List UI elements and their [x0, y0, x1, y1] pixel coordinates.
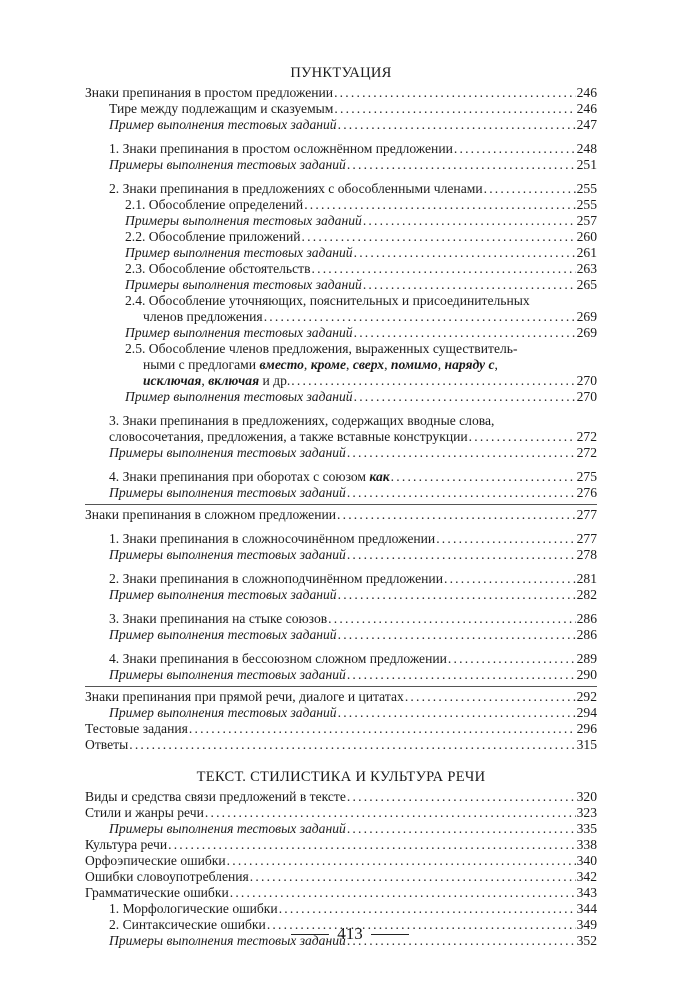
page-number: 270: [576, 389, 597, 404]
leader-dots: [347, 789, 576, 805]
toc-entry: Стили и жанры речи . . . 323: [85, 805, 597, 821]
leader-dots: [291, 373, 575, 389]
page-number: 278: [576, 547, 597, 562]
leader-dots: [338, 627, 576, 643]
leader-dots: [205, 805, 576, 821]
page-number-footer: 413: [337, 924, 363, 943]
toc-entry: Пример выполнения тестовых заданий . . . 286: [85, 627, 597, 643]
toc-entry: Примеры выполнения тестовых заданий . . . 276: [85, 485, 597, 501]
leader-dots: [354, 245, 576, 261]
leader-dots: [168, 837, 576, 853]
footer-rule-left: [291, 934, 329, 935]
divider: [85, 504, 597, 505]
leader-dots: [227, 853, 576, 869]
toc-entry: Примеры выполнения тестовых заданий . . . 272: [85, 445, 597, 461]
toc-entry: Пример выполнения тестовых заданий . . . 247: [85, 117, 597, 133]
toc-entry: Примеры выполнения тестовых заданий . . . 335: [85, 821, 597, 837]
leader-dots: [264, 309, 576, 325]
page-number: 269: [576, 325, 597, 340]
page-number: 272: [576, 445, 597, 460]
leader-dots: [279, 901, 576, 917]
page-number: 286: [576, 627, 597, 642]
leader-dots: [347, 821, 576, 837]
toc-entry: 1. Знаки препинания в сложносочинённом предложении . . . 277: [85, 531, 597, 547]
page-number: 323: [576, 805, 597, 820]
toc-entry: Грамматические ошибки . . . 343: [85, 885, 597, 901]
page-number: 292: [576, 689, 597, 704]
toc-entry: Примеры выполнения тестовых заданий . . . 265: [85, 277, 597, 293]
leader-dots: [391, 469, 576, 485]
toc-entry: словосочетания, предложения, а также вставные конструкции . . . 272: [85, 429, 597, 445]
page-number: 269: [576, 309, 597, 324]
toc-entry: Ответы . . . 315: [85, 737, 597, 753]
toc-entry: Примеры выполнения тестовых заданий . . . 352: [85, 933, 597, 949]
leader-dots: [347, 485, 576, 501]
toc-entry: Орфоэпические ошибки . . . 340: [85, 853, 597, 869]
page-number: 343: [576, 885, 597, 900]
leader-dots: [347, 547, 576, 563]
page-number: 315: [576, 737, 597, 752]
page-number: 352: [576, 933, 597, 948]
toc-entry: 2.1. Обособление определений . . . 255: [85, 197, 597, 213]
page-number: 276: [576, 485, 597, 500]
page-number: 251: [576, 157, 597, 172]
toc-entry-line: ными с предлогами вместо, кроме, сверх, помимо, наряду с,: [143, 357, 498, 372]
toc-entry: 1. Морфологические ошибки . . . 344: [85, 901, 597, 917]
toc-entry: 2.3. Обособление обстоятельств . . . 263: [85, 261, 597, 277]
toc-entry: Примеры выполнения тестовых заданий . . . 290: [85, 667, 597, 683]
leader-dots: [444, 571, 576, 587]
toc-entry: членов предложения . . . 269: [85, 309, 597, 325]
page-number: 261: [576, 245, 597, 260]
page-number: 247: [576, 117, 597, 132]
toc-entry: 2. Синтаксические ошибки . . . 349: [85, 917, 597, 933]
leader-dots: [347, 157, 576, 173]
page-number: 320: [576, 789, 597, 804]
leader-dots: [302, 229, 576, 245]
leader-dots: [250, 869, 576, 885]
table-of-contents: [85, 60, 597, 949]
page-number: 282: [576, 587, 597, 602]
toc-entry: Знаки препинания в простом предложении . . . 246: [85, 85, 597, 101]
page-number: 294: [576, 705, 597, 720]
toc-entry: Пример выполнения тестовых заданий . . . 269: [85, 325, 597, 341]
toc-entry: 4. Знаки препинания при оборотах с союзом как . . . 275: [85, 469, 597, 485]
page-number: 255: [576, 197, 597, 212]
toc-entry: Тире между подлежащим и сказуемым . . . 246: [85, 101, 597, 117]
leader-dots: [304, 197, 575, 213]
divider: [85, 686, 597, 687]
page-number: 246: [576, 101, 597, 116]
footer-rule-right: [371, 934, 409, 935]
toc-entry: Знаки препинания при прямой речи, диалоге и цитатах . . . 292: [85, 689, 597, 705]
leader-dots: [347, 667, 576, 683]
toc-entry: 2. Знаки препинания в сложноподчинённом предложении . . . 281: [85, 571, 597, 587]
toc-entry: 1. Знаки препинания в простом осложнённом предложении . . . 248: [85, 141, 597, 157]
toc-entry: Примеры выполнения тестовых заданий . . . 251: [85, 157, 597, 173]
page-number: 248: [576, 141, 597, 156]
toc-entry: Тестовые задания . . . 296: [85, 721, 597, 737]
page-number: 246: [576, 85, 597, 100]
toc-entry-line: 2.4. Обособление уточняющих, пояснительных и присоединительных: [125, 293, 530, 308]
leader-dots: [338, 705, 576, 721]
page-number: 349: [576, 917, 597, 932]
leader-dots: [469, 429, 576, 445]
leader-dots: [230, 885, 576, 901]
toc-entry-line: 3. Знаки препинания в предложениях, содержащих вводные слова,: [109, 413, 495, 428]
leader-dots: [189, 721, 576, 737]
leader-dots: [354, 325, 576, 341]
page-number: 265: [576, 277, 597, 292]
toc-entry: Примеры выполнения тестовых заданий . . . 278: [85, 547, 597, 563]
leader-dots: [312, 261, 576, 277]
toc-entry: Культура речи . . . 338: [85, 837, 597, 853]
toc-entry: Ошибки словоупотребления . . . 342: [85, 869, 597, 885]
toc-entry: 2. Знаки препинания в предложениях с обособленными членами . . . 255: [85, 181, 597, 197]
page-number: 344: [576, 901, 597, 916]
page-number: 277: [576, 531, 597, 546]
page-number: 281: [576, 571, 597, 586]
leader-dots: [334, 85, 576, 101]
toc-entry: Пример выполнения тестовых заданий . . . 294: [85, 705, 597, 721]
page-number: 296: [576, 721, 597, 736]
toc-entry: исключая, включая и др. . . . 270: [85, 373, 597, 389]
toc-entry: Знаки препинания в сложном предложении . . . 277: [85, 507, 597, 523]
page-number: 260: [576, 229, 597, 244]
leader-dots: [363, 213, 576, 229]
toc-entry: Пример выполнения тестовых заданий . . . 282: [85, 587, 597, 603]
leader-dots: [129, 737, 575, 753]
toc-entry: 4. Знаки препинания в бессоюзном сложном предложении . . . 289: [85, 651, 597, 667]
page-number: 263: [576, 261, 597, 276]
toc-entry: Пример выполнения тестовых заданий . . . 270: [85, 389, 597, 405]
page-number: 255: [576, 181, 597, 196]
toc-entry: 3. Знаки препинания на стыке союзов . . . 286: [85, 611, 597, 627]
toc-entry: Пример выполнения тестовых заданий . . . 261: [85, 245, 597, 261]
leader-dots: [334, 101, 575, 117]
page-number: 277: [576, 507, 597, 522]
leader-dots: [328, 611, 575, 627]
page-number: 289: [576, 651, 597, 666]
leader-dots: [338, 587, 576, 603]
leader-dots: [338, 117, 576, 133]
toc-entry: 2.2. Обособление приложений . . . 260: [85, 229, 597, 245]
leader-dots: [363, 277, 576, 293]
leader-dots: [484, 181, 576, 197]
page-number: 335: [576, 821, 597, 836]
leader-dots: [337, 507, 576, 523]
toc-entry: Примеры выполнения тестовых заданий . . . 257: [85, 213, 597, 229]
section-title-text-stylistics: ТЕКСТ. СТИЛИСТИКА И КУЛЬТУРА РЕЧИ: [196, 769, 486, 785]
leader-dots: [354, 389, 576, 405]
page-number: 290: [576, 667, 597, 682]
leader-dots: [448, 651, 576, 667]
page-number: 338: [576, 837, 597, 852]
toc-entry-line: 2.5. Обособление членов предложения, выраженных существитель-: [125, 341, 518, 356]
leader-dots: [436, 531, 575, 547]
page-number: 272: [576, 429, 597, 444]
page-number: 286: [576, 611, 597, 626]
page-number: 275: [576, 469, 597, 484]
page-footer: [0, 924, 700, 944]
page-number: 340: [576, 853, 597, 868]
leader-dots: [405, 689, 576, 705]
page-number: 270: [576, 373, 597, 388]
leader-dots: [454, 141, 576, 157]
page-number: 257: [576, 213, 597, 228]
toc-entry: Виды и средства связи предложений в тексте . . . 320: [85, 789, 597, 805]
leader-dots: [347, 445, 576, 461]
section-title-punctuation: ПУНКТУАЦИЯ: [290, 65, 392, 81]
page-number: 342: [576, 869, 597, 884]
